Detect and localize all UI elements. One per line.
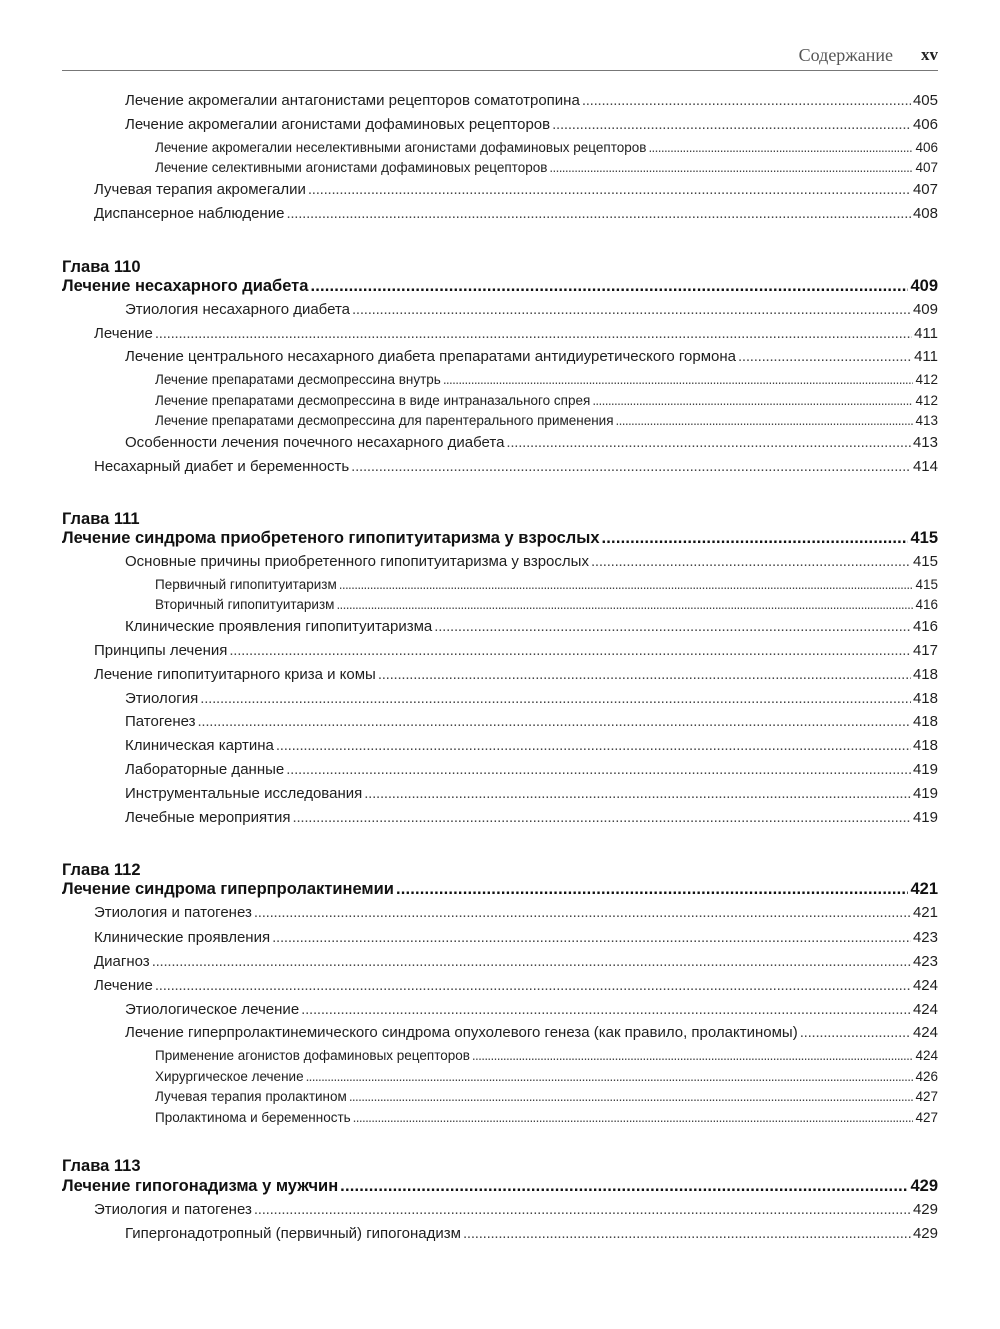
toc-entry[interactable]: Применение агонистов дофаминовых рецепторов . . . 424 — [155, 1048, 938, 1063]
chapter-title-entry[interactable]: Лечение синдрома приобретеного гипопитуитаризма у взрослых . . . 415 — [62, 529, 938, 548]
toc-entry[interactable]: Лечение препаратами десмопрессина в виде интраназального спрея . . . 412 — [155, 393, 938, 408]
toc-entry[interactable]: Лечение препаратами десмопрессина для парентерального применения . . . 413 — [155, 413, 938, 428]
toc-entry[interactable]: Лабораторные данные . . . 419 — [125, 761, 938, 778]
running-header-title: Содержание — [798, 45, 893, 65]
toc-entry[interactable]: Лечебные мероприятия . . . 419 — [125, 809, 938, 826]
toc-entry[interactable]: Этиология несахарного диабета . . . 409 — [125, 301, 938, 318]
toc-entry[interactable]: Лечение препаратами десмопрессина внутрь . . . 412 — [155, 372, 938, 387]
toc-entry[interactable]: Этиология . . . 418 — [125, 690, 938, 707]
toc-entry[interactable]: Гипергонадотропный (первичный) гипогонадизм . . . 429 — [125, 1225, 938, 1242]
toc-entry[interactable]: Хирургическое лечение . . . 426 — [155, 1069, 938, 1084]
chapter-title-entry[interactable]: Лечение синдрома гиперпролактинемии . . . 421 — [62, 880, 938, 899]
chapter-title-entry[interactable]: Лечение несахарного диабета . . . 409 — [62, 277, 938, 296]
toc-entry[interactable]: Лечение центрального несахарного диабета препаратами антидиуретического гормона . . . 411 — [125, 348, 938, 365]
toc-entry[interactable]: Лечение . . . 424 — [94, 977, 938, 994]
toc-entry[interactable]: Лечение селективными агонистами дофаминовых рецепторов . . . 407 — [155, 160, 938, 175]
toc-entry[interactable]: Несахарный диабет и беременность . . . 414 — [94, 458, 938, 475]
toc-entry[interactable]: Лечение акромегалии антагонистами рецепторов соматотропина . . . 405 — [125, 92, 938, 109]
toc-entry[interactable]: Клинические проявления гипопитуитаризма . . . 416 — [125, 618, 938, 635]
chapter-title-entry[interactable]: Лечение гипогонадизма у мужчин . . . 429 — [62, 1177, 938, 1196]
toc-entry[interactable]: Лечение акромегалии неселективными агонистами дофаминовых рецепторов . . . 406 — [155, 140, 938, 155]
toc-entry[interactable]: Диспансерное наблюдение . . . 408 — [94, 205, 938, 222]
toc-entry[interactable]: Инструментальные исследования . . . 419 — [125, 785, 938, 802]
toc-entry[interactable]: Первичный гипопитуитаризм . . . 415 — [155, 577, 938, 592]
chapter-label: Глава 112 — [62, 861, 141, 879]
toc-entry[interactable]: Основные причины приобретенного гипопитуитаризма у взрослых . . . 415 — [125, 553, 938, 570]
toc-entry[interactable]: Клинические проявления . . . 423 — [94, 929, 938, 946]
toc-entry[interactable]: Особенности лечения почечного несахарного диабета . . . 413 — [125, 434, 938, 451]
toc-entry[interactable]: Этиологическое лечение . . . 424 — [125, 1001, 938, 1018]
toc-entry[interactable]: Лечение гипопитуитарного криза и комы . . . 418 — [94, 666, 938, 683]
toc-entry[interactable]: Клиническая картина . . . 418 — [125, 737, 938, 754]
toc-entry[interactable]: Лечение акромегалии агонистами дофаминовых рецепторов . . . 406 — [125, 116, 938, 133]
toc-entry[interactable]: Лучевая терапия пролактином . . . 427 — [155, 1089, 938, 1104]
toc-entry[interactable]: Лучевая терапия акромегалии . . . 407 — [94, 181, 938, 198]
page-number: xv — [921, 45, 938, 64]
chapter-label: Глава 113 — [62, 1157, 141, 1175]
toc-entry[interactable]: Этиология и патогенез . . . 429 — [94, 1201, 938, 1218]
toc-entry[interactable]: Лечение . . . 411 — [94, 325, 938, 342]
toc-entry[interactable]: Принципы лечения . . . 417 — [94, 642, 938, 659]
toc-entry[interactable]: Диагноз . . . 423 — [94, 953, 938, 970]
toc-entry[interactable]: Пролактинома и беременность . . . 427 — [155, 1110, 938, 1125]
toc-entry[interactable]: Этиология и патогенез . . . 421 — [94, 904, 938, 921]
chapter-label: Глава 110 — [62, 258, 141, 276]
toc-entry[interactable]: Вторичный гипопитуитаризм . . . 416 — [155, 597, 938, 612]
toc-entry[interactable]: Патогенез . . . 418 — [125, 713, 938, 730]
toc-entry[interactable]: Лечение гиперпролактинемического синдрома опухолевого генеза (как правило, пролактиномы) . . . 424 — [125, 1024, 938, 1041]
chapter-label: Глава 111 — [62, 510, 140, 528]
